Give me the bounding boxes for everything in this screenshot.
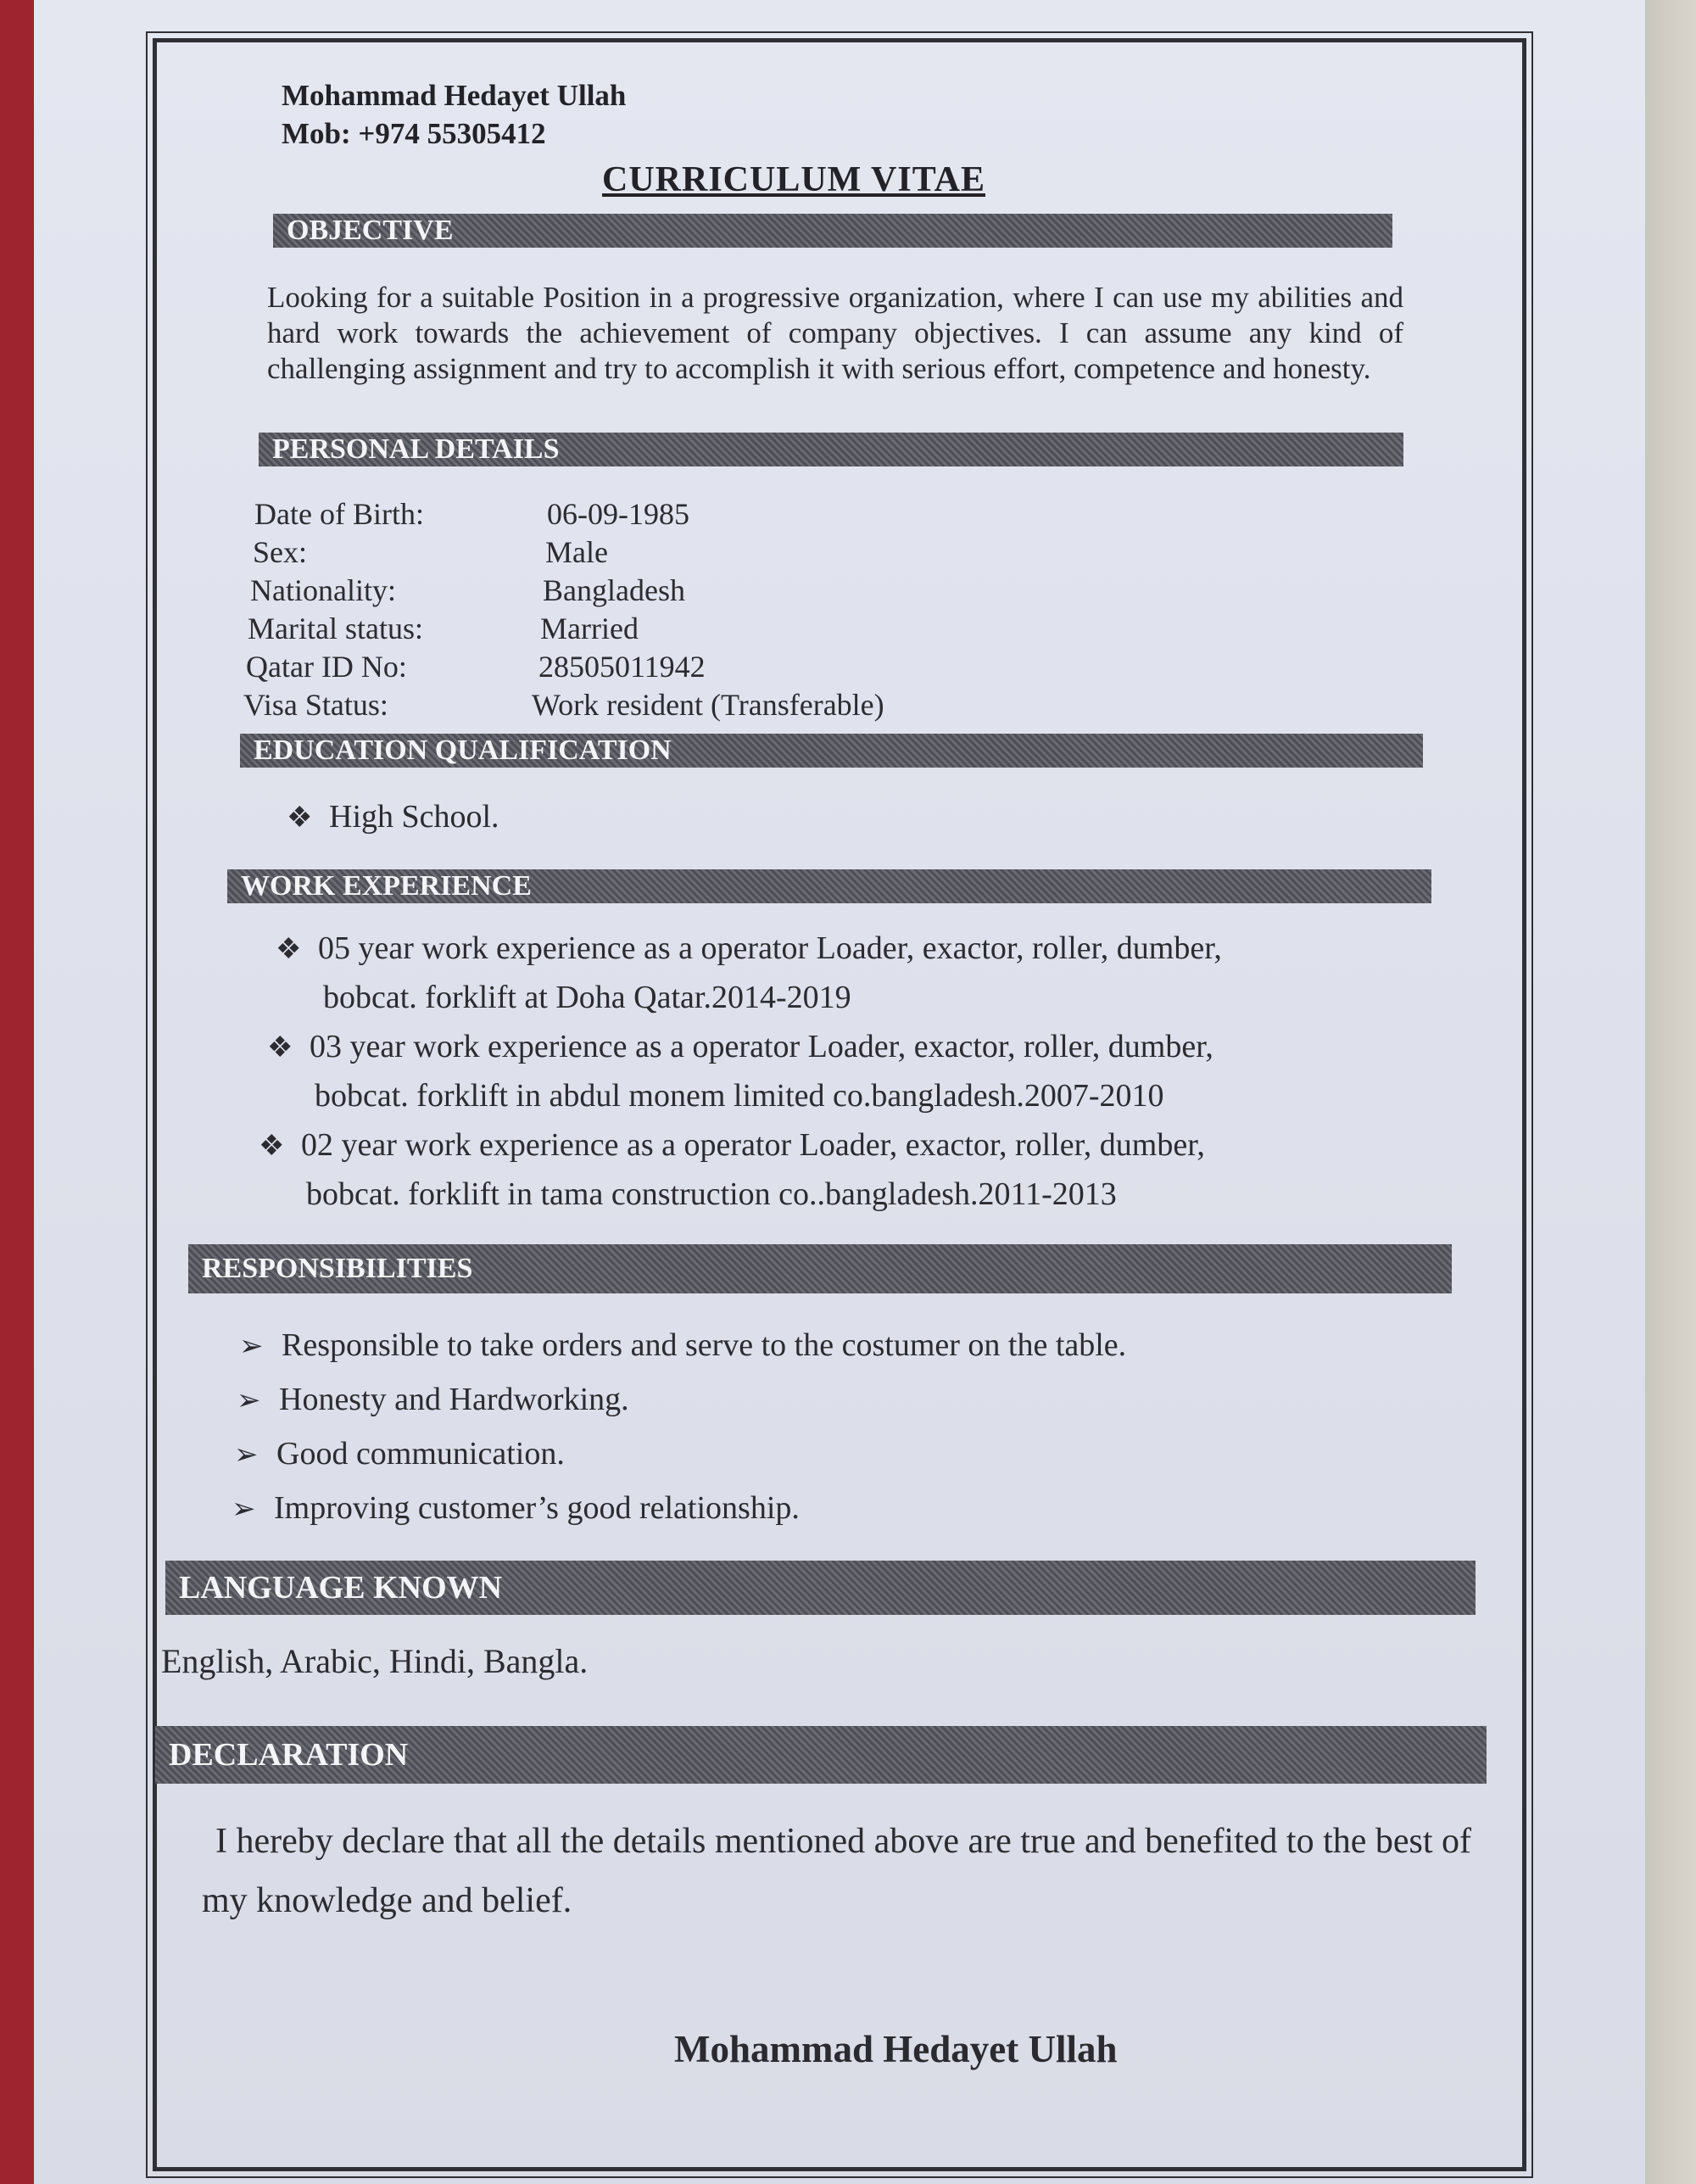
personal-row-qatar-id (246, 649, 706, 684)
work-item-line: 02 year work experience as a operator Loader, exactor, roller, dumber, (301, 1127, 1205, 1163)
declaration-text: I hereby declare that all the details mentioned above are true and benefited to the best of my knowledge and belief. (202, 1822, 1472, 1920)
section-heading-objective (273, 214, 1392, 248)
section-heading-work-experience (227, 869, 1431, 903)
work-item (259, 1121, 1446, 1218)
work-item-line: bobcat. forklift in tama construction co..bangladesh.2011-2013 (306, 1176, 1117, 1212)
work-item-line: bobcat. forklift at Doha Qatar.2014-2019 (323, 980, 851, 1015)
education-item (287, 793, 499, 842)
section-heading-responsibilities (188, 1244, 1452, 1293)
responsibility-item (234, 1430, 565, 1479)
section-heading-personal-details (259, 433, 1403, 466)
section-heading-label: PERSONAL DETAILS (272, 433, 560, 465)
work-item-line: bobcat. forklift in abdul monem limited co.bangladesh.2007-2010 (315, 1078, 1164, 1114)
field-value: Work resident (Transferable) (532, 688, 884, 722)
diamond-bullet-icon: ❖ (287, 802, 313, 834)
personal-row-nationality (250, 573, 685, 608)
section-heading-declaration (155, 1726, 1487, 1784)
responsibility-item-text: Responsible to take orders and serve to the costumer on the table. (282, 1327, 1127, 1363)
work-item (267, 1023, 1446, 1120)
header-name: Mohammad Hedayet Ullah (282, 79, 627, 112)
section-heading-label: DECLARATION (169, 1737, 409, 1773)
responsibility-item-text: Honesty and Hardworking. (279, 1382, 629, 1417)
field-value: Married (540, 612, 639, 645)
personal-row-visa-status (243, 687, 884, 723)
field-value: 06-09-1985 (547, 497, 689, 531)
field-label: Visa Status: (243, 688, 388, 722)
field-value: 28505011942 (538, 650, 706, 684)
responsibility-item-text: Good communication. (276, 1436, 565, 1472)
section-heading-education (240, 734, 1423, 768)
responsibility-item (237, 1376, 629, 1425)
arrow-bullet-icon: ➢ (234, 1439, 259, 1471)
section-heading-language-known (165, 1561, 1476, 1615)
section-heading-label: EDUCATION QUALIFICATION (254, 735, 672, 766)
signature-name: Mohammad Hedayet Ullah (674, 2028, 1118, 2070)
diamond-bullet-icon: ❖ (276, 934, 302, 965)
personal-row-dob (254, 496, 689, 532)
section-heading-label: LANGUAGE KNOWN (179, 1570, 503, 1606)
education-item-text: High School. (329, 799, 499, 835)
responsibility-item (239, 1321, 1126, 1371)
field-label: Marital status: (248, 612, 423, 645)
arrow-bullet-icon: ➢ (232, 1494, 256, 1525)
section-heading-label: RESPONSIBILITIES (202, 1253, 473, 1284)
work-item (276, 924, 1446, 1021)
field-label: Date of Birth: (254, 497, 424, 531)
work-item-line: 05 year work experience as a operator Loader, exactor, roller, dumber, (318, 930, 1222, 966)
diamond-bullet-icon: ❖ (267, 1032, 293, 1064)
personal-row-sex (253, 534, 608, 570)
arrow-bullet-icon: ➢ (239, 1331, 264, 1362)
objective-text: Looking for a suitable Position in a progressive organization, where I can use my abilities and hard work towards the achievement of company objectives. I can assume any kind of challenging assignment and try to accomplish it with serious effort, competence and honesty. (267, 281, 1403, 385)
field-label: Sex: (253, 535, 308, 569)
field-label: Qatar ID No: (246, 650, 407, 684)
responsibility-item (232, 1484, 800, 1533)
personal-row-marital-status (248, 611, 639, 646)
diamond-bullet-icon: ❖ (259, 1131, 285, 1162)
languages-text: English, Arabic, Hindi, Bangla. (161, 1642, 589, 1680)
field-value: Male (545, 535, 608, 569)
field-value: Bangladesh (543, 573, 685, 607)
field-label: Nationality: (250, 573, 396, 607)
work-item-line: 03 year work experience as a operator Loader, exactor, roller, dumber, (310, 1029, 1213, 1064)
document-title: CURRICULUM VITAE (602, 160, 985, 199)
arrow-bullet-icon: ➢ (237, 1385, 261, 1416)
responsibility-item-text: Improving customer’s good relationship. (274, 1490, 800, 1526)
header-mobile: Mob: +974 55305412 (282, 117, 546, 150)
section-heading-label: OBJECTIVE (287, 215, 454, 246)
section-heading-label: WORK EXPERIENCE (241, 870, 532, 902)
